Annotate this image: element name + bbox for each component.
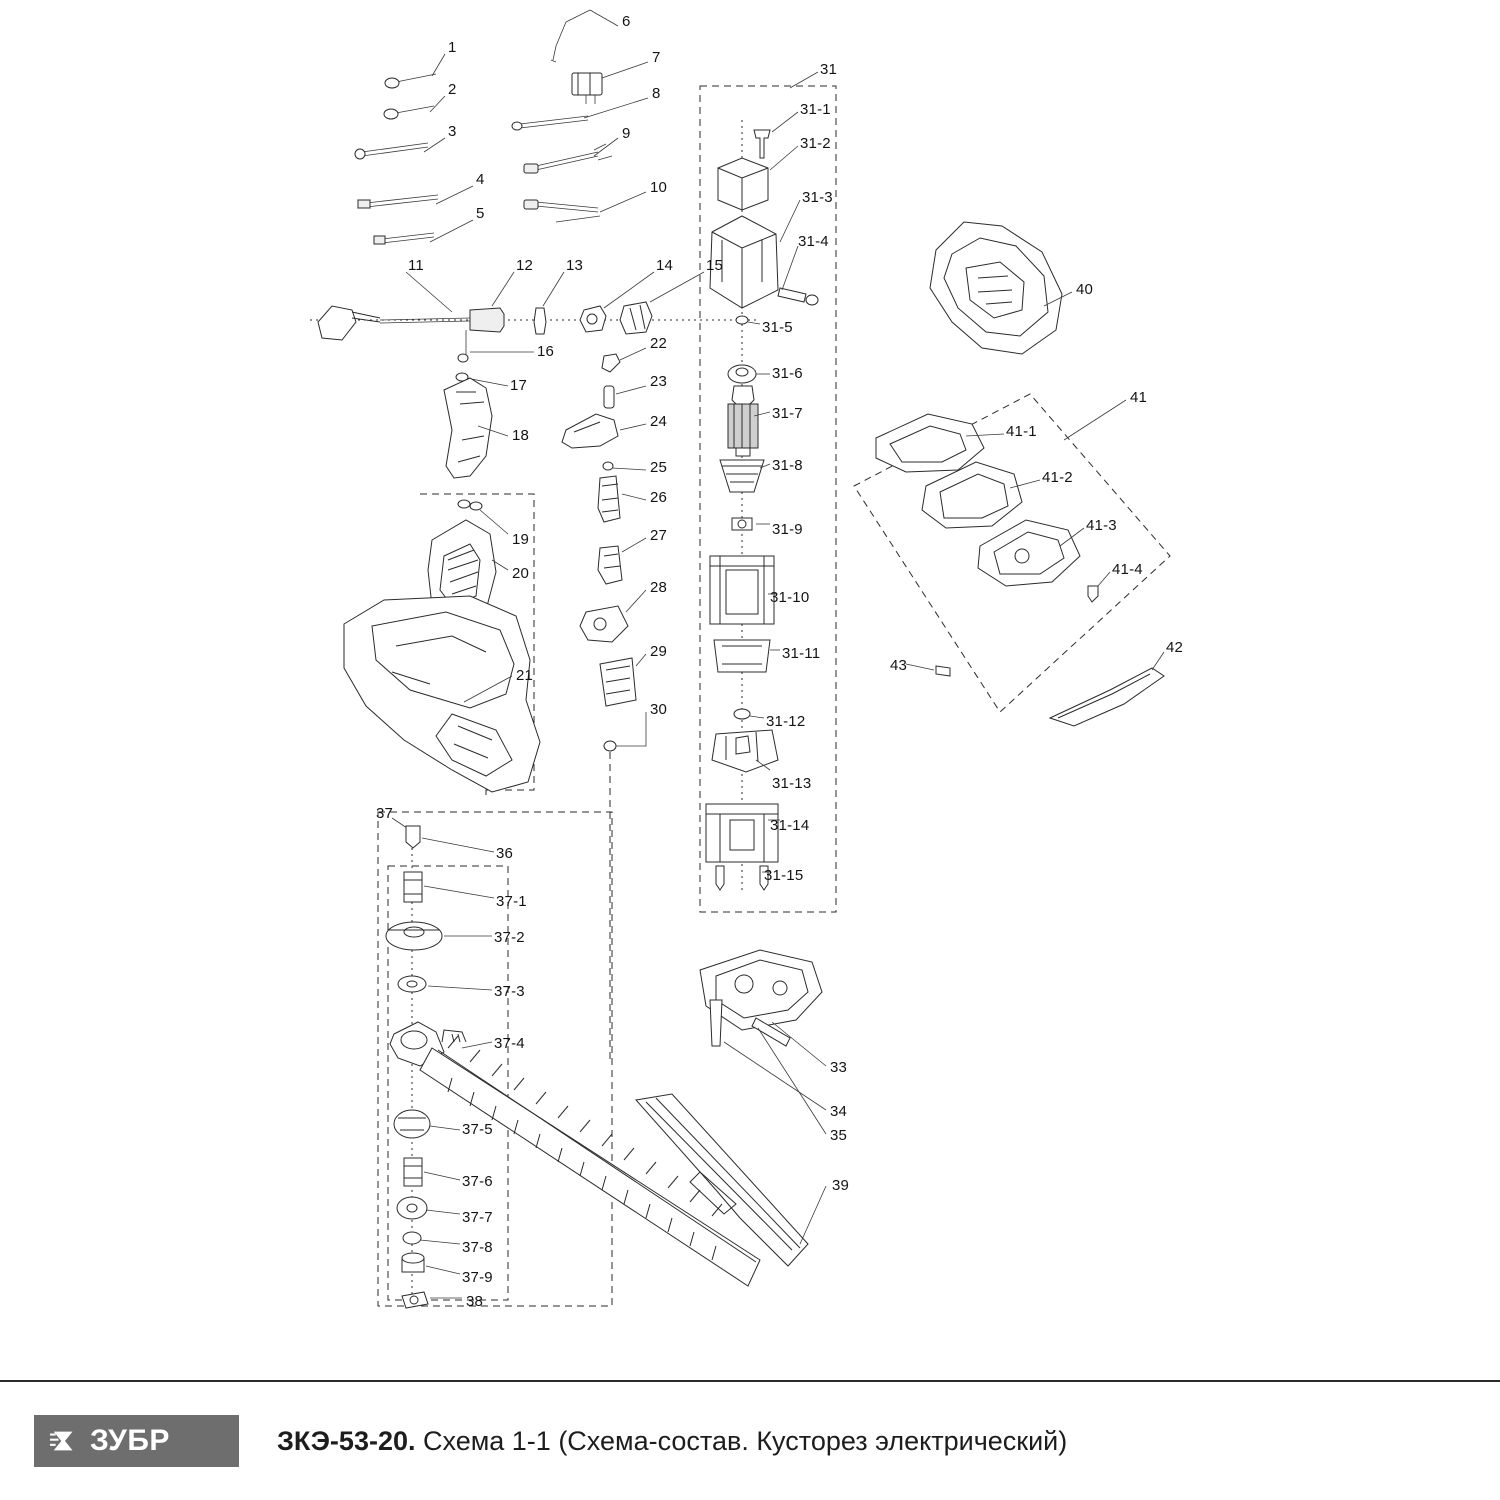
callout-31-15: 31-15 <box>764 867 804 884</box>
blade-parts <box>386 826 760 1308</box>
cable-assembly <box>310 272 760 340</box>
callout-37-4: 37-4 <box>494 1035 525 1052</box>
callout-28: 28 <box>650 579 668 596</box>
handle-group-left <box>344 330 540 800</box>
callout-37-3: 37-3 <box>494 983 525 1000</box>
callout-17: 17 <box>510 377 528 394</box>
callout-35: 35 <box>830 1127 848 1144</box>
screw-43 <box>906 664 950 676</box>
motor-parts <box>706 112 821 890</box>
callout-31-13: 31-13 <box>772 775 812 792</box>
callout-24: 24 <box>650 413 668 430</box>
callout-37: 37 <box>376 805 394 822</box>
callout-37-5: 37-5 <box>462 1121 493 1138</box>
callout-31-6: 31-6 <box>772 365 803 382</box>
callout-10: 10 <box>650 179 668 196</box>
callout-37-8: 37-8 <box>462 1239 493 1256</box>
callout-34: 34 <box>830 1103 848 1120</box>
callout-5: 5 <box>476 205 485 222</box>
part-2-wire <box>384 106 434 119</box>
callout-2: 2 <box>448 81 457 98</box>
callout-36: 36 <box>496 845 514 862</box>
part-9-wire <box>524 138 618 173</box>
callout-23: 23 <box>650 373 668 390</box>
callout-40: 40 <box>1076 281 1094 298</box>
part-5-wire <box>374 233 434 244</box>
callout-31: 31 <box>820 61 838 78</box>
callout-37-7: 37-7 <box>462 1209 493 1226</box>
model-code: ЗКЭ-53-20. <box>277 1425 416 1456</box>
callout-11: 11 <box>408 257 424 274</box>
callout-31-9: 31-9 <box>772 521 803 538</box>
part-4-wire <box>358 195 438 208</box>
callout-8: 8 <box>652 85 661 102</box>
callout-37-2: 37-2 <box>494 929 525 946</box>
callout-3: 3 <box>448 123 457 140</box>
callout-29: 29 <box>650 643 668 660</box>
callout-6: 6 <box>622 13 631 30</box>
callout-26: 26 <box>650 489 668 506</box>
callout-31-14: 31-14 <box>770 817 810 834</box>
callout-41-3: 41-3 <box>1086 517 1117 534</box>
callout-33: 33 <box>830 1059 848 1076</box>
callout-4: 4 <box>476 171 485 188</box>
callout-27: 27 <box>650 527 668 544</box>
part-6-wire <box>551 10 618 62</box>
callout-31-10: 31-10 <box>770 589 810 606</box>
callout-37-9: 37-9 <box>462 1269 493 1286</box>
callout-22: 22 <box>650 335 668 352</box>
callout-18: 18 <box>512 427 530 444</box>
callout-31-12: 31-12 <box>766 713 806 730</box>
callout-37-1: 37-1 <box>496 893 527 910</box>
callout-42: 42 <box>1166 639 1184 656</box>
part-10-wire <box>524 192 646 222</box>
small-parts-column <box>562 348 646 1060</box>
callout-31-7: 31-7 <box>772 405 803 422</box>
callout-41-4: 41-4 <box>1112 561 1143 578</box>
callout-25: 25 <box>650 459 668 476</box>
brand-name: ЗУБР <box>90 1424 170 1457</box>
callout-41: 41 <box>1130 389 1148 406</box>
callout-31-11: 31-11 <box>782 645 821 662</box>
callout-31-5: 31-5 <box>762 319 793 336</box>
guard-42 <box>1050 652 1164 726</box>
scheme-description: Схема 1-1 (Схема-состав. Кусторез электрический) <box>423 1425 1068 1456</box>
callout-15: 15 <box>706 257 724 274</box>
callout-43: 43 <box>890 657 908 674</box>
blade-sheath-39 <box>636 1094 826 1266</box>
part-1-wire <box>385 74 436 88</box>
callout-31-4: 31-4 <box>798 233 829 250</box>
callout-16: 16 <box>537 343 555 360</box>
diagram-footer <box>0 1380 1500 1500</box>
callout-20: 20 <box>512 565 530 582</box>
callout-31-1: 31-1 <box>800 101 831 118</box>
callout-19: 19 <box>512 531 530 548</box>
callout-37-6: 37-6 <box>462 1173 493 1190</box>
callout-31-2: 31-2 <box>800 135 831 152</box>
callout-31-3: 31-3 <box>802 189 833 206</box>
callout-9: 9 <box>622 125 631 142</box>
callout-7: 7 <box>652 49 661 66</box>
part-7-switch <box>572 62 648 104</box>
brand-logo <box>34 1415 239 1467</box>
footer-caption <box>277 1426 1067 1457</box>
callout-12: 12 <box>516 257 534 274</box>
callout-1: 1 <box>448 39 457 56</box>
callout-21: 21 <box>516 667 534 684</box>
callout-31-8: 31-8 <box>772 457 803 474</box>
callout-30: 30 <box>650 701 668 718</box>
callout-41-1: 41-1 <box>1006 423 1037 440</box>
callout-14: 14 <box>656 257 674 274</box>
gearbox-cover <box>700 950 826 1134</box>
callout-41-2: 41-2 <box>1042 469 1073 486</box>
body-shell-right <box>930 222 1072 354</box>
part-3-wire <box>355 143 428 159</box>
callout-13: 13 <box>566 257 584 274</box>
callout-39: 39 <box>832 1177 850 1194</box>
zubr-arrow-icon <box>50 1426 80 1456</box>
callout-38: 38 <box>466 1293 484 1310</box>
